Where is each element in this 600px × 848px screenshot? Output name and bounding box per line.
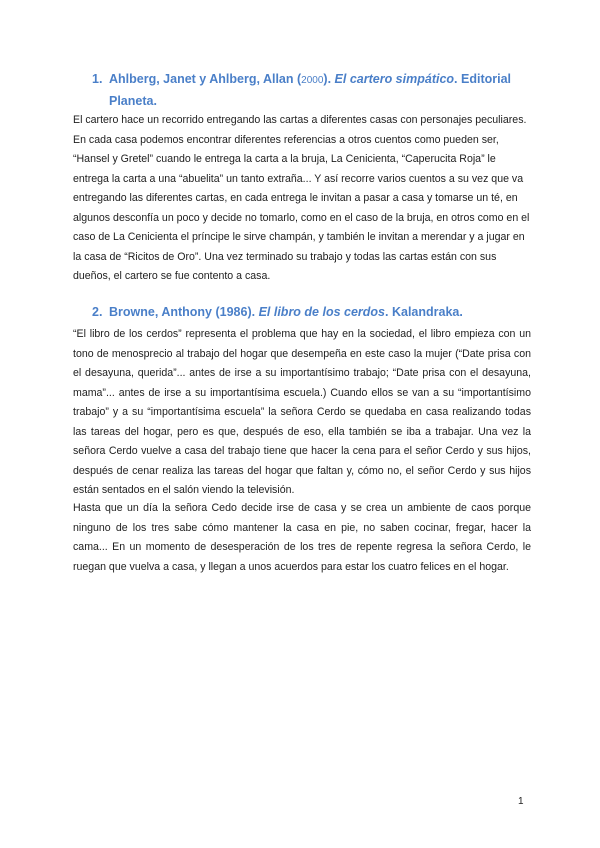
entry-1-publisher-line1: . Editorial [454,72,511,86]
entry-1-number: 1. [92,72,103,86]
entry-2-heading [92,302,532,323]
entry-2-title: El libro de los cerdos [258,305,386,319]
entry-1-title: El cartero simpático [334,72,455,86]
entry-1-heading-line1 [92,69,532,91]
entry-1-year: 2000 [301,75,324,86]
page-number: 1 [518,796,524,807]
entry-1-publisher-line2: Planeta. [109,94,157,108]
entry-1-author: Ahlberg, Janet y Ahlberg, Allan ( [109,72,302,86]
entry-1-year-close: ). [323,72,332,86]
entry-1-heading [92,69,532,112]
entry-2-number: 2. [92,305,103,319]
entry-2-summary-paragraph-2: Hasta que un día la señora Cedo decide irse de casa y se crea un ambiente de caos porque ninguno de los tres sabe cómo mantener la casa en pie, no saben cocinar, fregar, hacer la cama... En un momento de desesperación de los tres de repente regresa la señora Cerdo, le ruegan que vuelva a casa, y llegan a unos acuerdos para estar los cuatro felices en el hogar. [73,502,531,573]
entry-1-summary: El cartero hace un recorrido entregando las cartas a diferentes casas con personajes peculiares. En cada casa podemos encontrar diferentes referencias a otros cuentos como pueden ser, “Hansel y Gretel” cuando le entrega la carta a la bruja, La Cenicienta, “Caperucita Roja” le entrega la carta a una “abuelita” un tanto extraña... Y así recorre varios cuentos a su vez que va entregando las diferentes cartas, en cada entrega le invitan a pasar a casa y tomarse un té, en algunos desconfía un poco y decide no tomarlo, como en el caso de la bruja, en otros como en el caso de La Cenicienta el príncipe le sirve champán, y también le invitan a merendar y a jugar en la casa de “Ricitos de Oro”. Una vez terminado su trabajo y todas las cartas están con sus dueños, el cartero se fue contento a casa. [73,114,530,282]
entry-2-author: Browne, Anthony (1986). [109,305,256,319]
entry-2-publisher: . Kalandraka. [385,305,463,319]
entry-2-summary-paragraph-1: “El libro de los cerdos” representa el problema que hay en la sociedad, el libro empieza con un tono de menosprecio al trabajo del hogar que desempeña en este caso la mujer (“Date prisa con el desayuna, querida”... antes de irse a su importantísimo trabajo; “Date prisa con el desayuna, mama”... antes de irse a su importantísima escuela.) Cuando ellos se van a su “importantísimo trabajo” y a su “importantísima escuela” la señora Cerdo se quedaba en casa realizando todas las tareas del hogar, pero es que, después de eso, ella también se iba a trabajar. Una vez la señora Cerdo vuelve a casa del trabajo tiene que hacer la cena para el señor Cerdo y sus hijos, después de cenar realiza las tareas del hogar que faltan y, cómo no, el señor Cerdo y sus hijos están sentados en el salón viendo la televisión. [73,328,531,496]
